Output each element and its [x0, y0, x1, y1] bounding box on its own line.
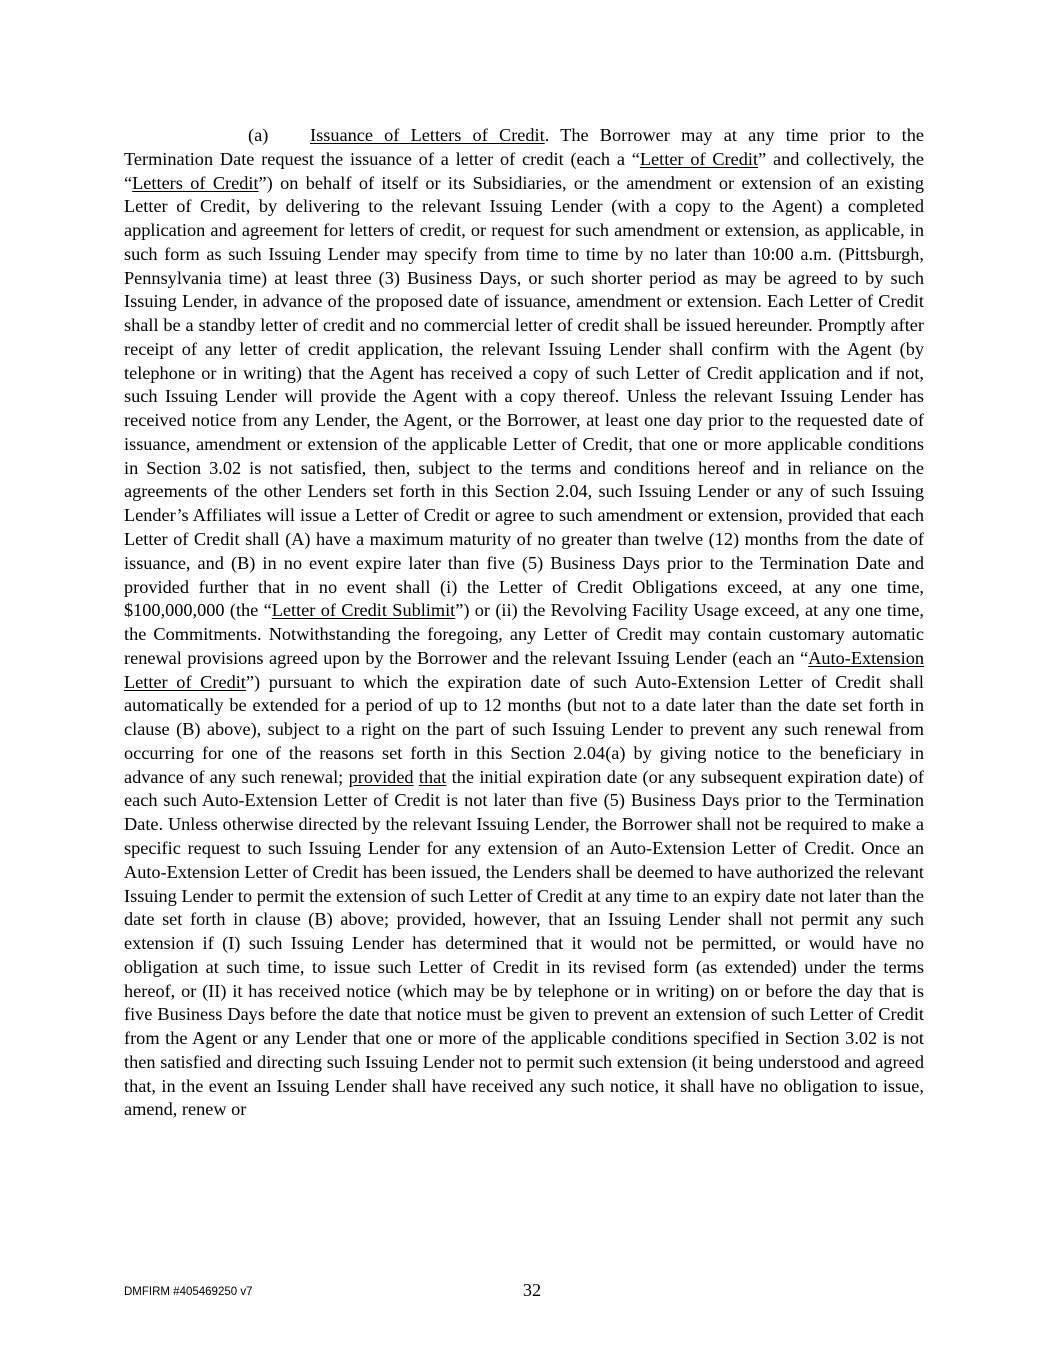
text-segment: The Borrower may at any time prior to the Termination Date request the issuance of a letter of credit (each a “: [124, 125, 924, 169]
page-number: 32: [522, 1280, 542, 1300]
footer-document-id: DMFIRM #405469250 v7: [124, 1286, 253, 1298]
clause-paragraph: [124, 124, 924, 1122]
heading-period: .: [544, 125, 550, 145]
defined-term-letters-of-credit: Letters of Credit: [132, 172, 259, 193]
text-segment: ”) on behalf of itself or its Subsidiaries, or the amendment or extension of an existing Letter of Credit, by delivering to the relevant Issuing Lender (with a copy to the Agent) a completed application and agreement for letters of credit, or request for such amendment or extension, as applicable, in such form as such Issuing Lender may specify from time to time by no later than 10:00 a.m. (Pittsburgh, Pennsylvania time) at least three (3) Business Days, or such shorter period as may be agreed to by such Issuing Lender, in advance of the proposed date of issuance, amendment or extension. Each Letter of Credit shall be a standby letter of credit and no commercial letter of credit shall be issued hereunder. Promptly after receipt of any letter of credit application, the relevant Issuing Lender shall confirm with the Agent (by telephone or in writing) that the Agent has received a copy of such Letter of Credit application and if not, such Issuing Lender will provide the Agent with a copy thereof. Unless the relevant Issuing Lender has received notice from any Lender, the Agent, or the Borrower, at least one day prior to the requested date of issuance, amendment or extension of the applicable Letter of Credit, that one or more applicable conditions in Section 3.02 is not satisfied, then, subject to the terms and conditions hereof and in reliance on the agreements of the other Lenders set forth in this Section 2.04, such Issuing Lender or any of such Issuing Lender’s Affiliates will issue a Letter of Credit or agree to such amendment or extension, provided that each Letter of Credit shall (A) have a maximum maturity of no greater than twelve (12) months from the date of issuance, and (B) in no event expire later than five (5) Business Days prior to the Termination Date and provided further that in no event shall (i) the Letter of Credit Obligations exceed, at any one time, $100,000,000 (the “: [124, 172, 924, 621]
text-segment: ”) or (ii) the Revolving Facility Usage exceed, at any one time, the Commitments. Notwithstanding the foregoing, any Letter of Credit may contain customary automatic renewal provisions agreed upon by the Borrower and the relevant Issuing Lender (each an “: [124, 600, 924, 668]
defined-term-letter-of-credit-sublimit: Letter of Credit Sublimit: [271, 600, 456, 621]
text-segment: ” and collectively, the “: [124, 148, 924, 193]
defined-term-auto-extension-letter-of-credit: Auto-Extension Letter of Credit: [124, 647, 924, 692]
clause-heading: Issuance of Letters of Credit: [310, 125, 545, 145]
proviso-that: that: [418, 766, 447, 787]
proviso-provided: provided: [348, 766, 414, 787]
clause-marker: (a): [248, 125, 269, 145]
text-segment: ”) pursuant to which the expiration date of such Auto-Extension Letter of Credit shall automatically be extended for a period of up to 12 months (but not to a date later than the date set forth in clause (B) above), subject to a right on the part of such Issuing Lender to prevent any such renewal from occurring for one of the reasons set forth in this Section 2.04(a) by giving notice to the beneficiary in advance of any such renewal;: [124, 671, 924, 787]
text-segment: the initial expiration date (or any subsequent expiration date) of each such Auto-Extension Letter of Credit is not later than five (5) Business Days prior to the Termination Date. Unless otherwise directed by the relevant Issuing Lender, the Borrower shall not be required to make a specific request to such Issuing Lender for any extension of an Auto-Extension Letter of Credit. Once an Auto-Extension Letter of Credit has been issued, the Lenders shall be deemed to have authorized the relevant Issuing Lender to permit the extension of such Letter of Credit at any time to an expiry date not later than the date set forth in clause (B) above; provided, however, that an Issuing Lender shall not permit any such extension if (I) such Issuing Lender has determined that it would not be permitted, or would have no obligation at such time, to issue such Letter of Credit in its revised form (as extended) under the terms hereof, or (II) it has received notice (which may be by telephone or in writing) on or before the day that is five Business Days before the date that notice must be given to prevent an extension of such Letter of Credit from the Agent or any Lender that one or more of the applicable conditions specified in Section 3.02 is not then satisfied and directing such Issuing Lender not to permit such extension (it being understood and agreed that, in the event an Issuing Lender shall have received any such notice, it shall have no obligation to issue, amend, renew or: [124, 766, 924, 1120]
defined-term-letter-of-credit: Letter of Credit: [639, 148, 759, 169]
